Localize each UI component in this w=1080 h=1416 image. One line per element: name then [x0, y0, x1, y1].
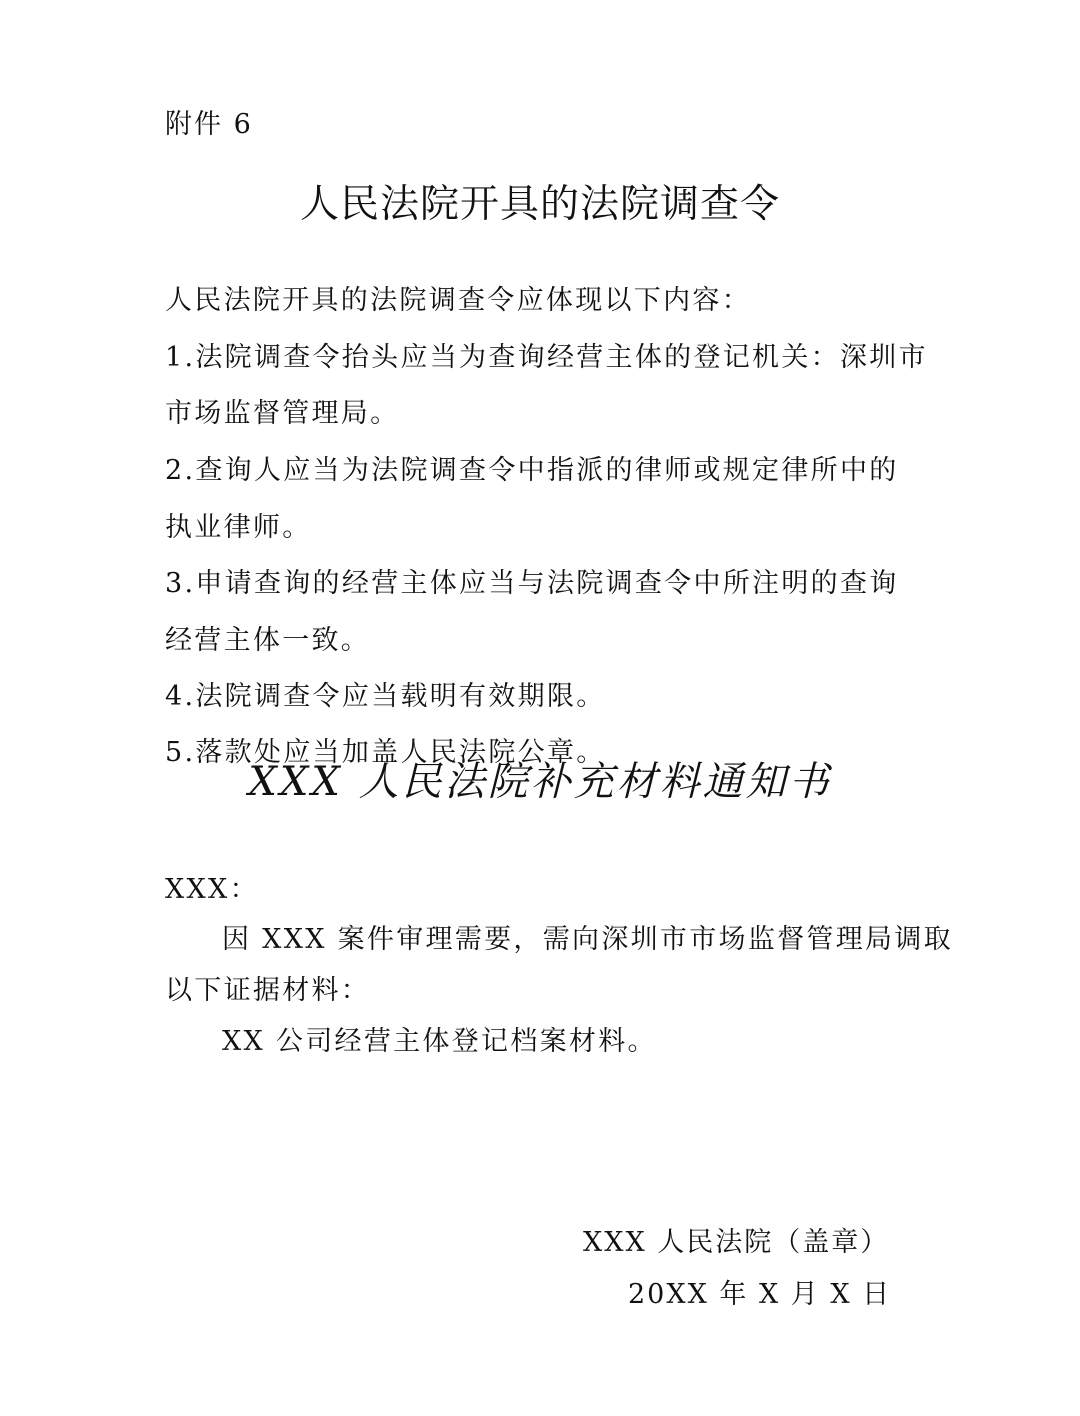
item-1-line-2: 市场监督管理局。 [165, 398, 400, 429]
attachment-label: 附件 6 [165, 109, 253, 140]
item-3-line-2: 经营主体一致。 [165, 625, 371, 656]
item-2-line-1: 2.查询人应当为法院调查令中指派的律师或规定律所中的 [165, 455, 899, 486]
date-line: 20XX 年 X 月 X 日 [628, 1279, 892, 1310]
item-4-line-1: 4.法院调查令应当载明有效期限。 [165, 681, 606, 712]
notice-addressee: XXX： [165, 874, 259, 905]
notice-para1-line-1: 因 XXX 案件审理需要，需向深圳市市场监督管理局调取 [222, 924, 953, 955]
intro-text: 人民法院开具的法院调查令应体现以下内容： [165, 285, 751, 316]
item-2-line-2: 执业律师。 [165, 512, 312, 543]
notice-title: XXX 人民法院补充材料通知书 [248, 759, 832, 805]
signature-line: XXX 人民法院（盖章） [583, 1227, 890, 1258]
notice-para2: XX 公司经营主体登记档案材料。 [222, 1026, 657, 1057]
item-5-line-1: 5.落款处应当加盖人民法院公章。 [165, 737, 606, 768]
main-title: 人民法院开具的法院调查令 [299, 182, 780, 227]
item-3-line-1: 3.申请查询的经营主体应当与法院调查令中所注明的查询 [165, 568, 899, 599]
item-1-line-1: 1.法院调查令抬头应当为查询经营主体的登记机关：深圳市 [165, 342, 928, 373]
notice-para1-line-2: 以下证据材料： [165, 975, 371, 1006]
